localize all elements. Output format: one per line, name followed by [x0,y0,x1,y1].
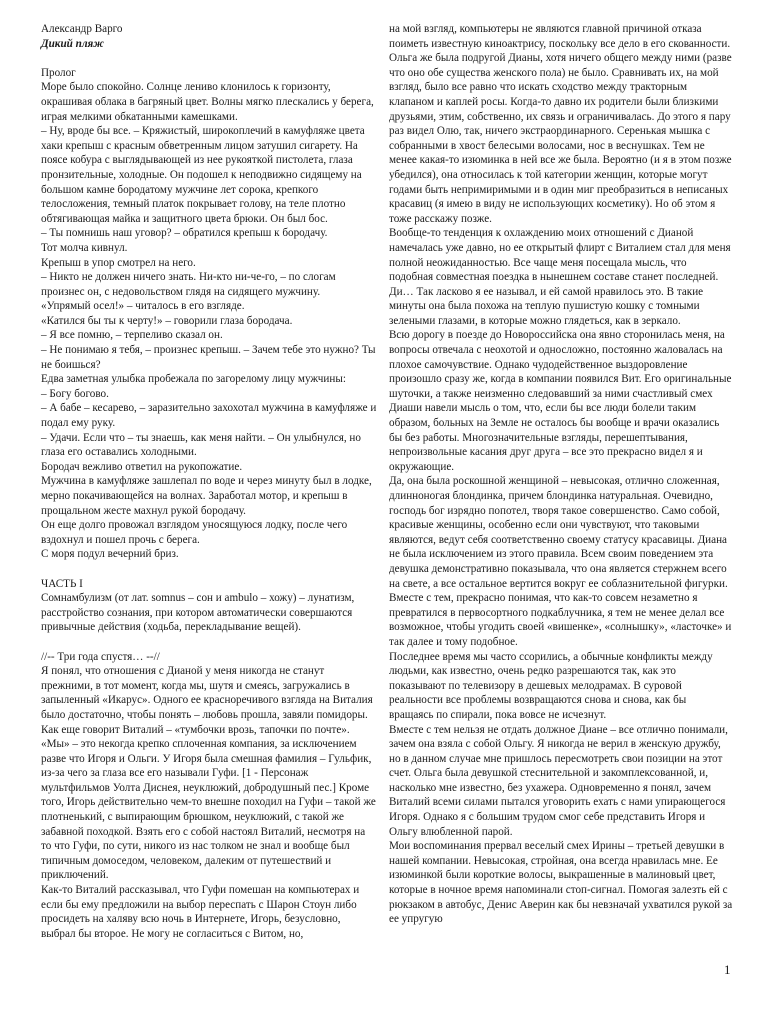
left-column [41,22,377,941]
paragraph: – Богу богово. [41,387,109,400]
right-column [389,22,733,927]
paragraph: ЧАСТЬ I [41,577,83,590]
paragraph: – Никто не должен ничего знать. Ни-кто ни-че-го, – по слогам произнес он, с недовольством глядя на сидящего мужчину. [41,271,336,298]
paragraph: «Упрямый осел!» – читалось в его взгляде. [41,300,245,313]
paragraph: «Мы» – это некогда крепко сплоченная компания, за исключением разве что Игоря и Ольги. У Игоря была смешная фамилия – Гульфик, из-за чего за глаза все его называли Гуфи. [1 - Персонаж мультфильмов Уолта Диснея, неуклюжий, добродушный пес.] Кроме того, Игорь действительно чем-то внешне походил на Гуфи – такой же плотненький, с выпирающим брюшком, неуклюжий, с такой же забавной походкой. Взять его с собой настоял Виталий, несмотря на то что Гуфи, по сути, никого из нас толком не знал и вообще был типичным домоседом, человеком, далеким от путешествий и приключений. [41,738,376,882]
paragraph: Всю дорогу в поезде до Новороссийска она явно сторонилась меня, на вопросы отвечала с неохотой и односложно, постоянно жаловалась на плохое самочувствие. Однако чудодейственное выздоровление произошло сразу же, когда в компании появился Вит. Его оригинальные шуточки, а также неизменно следовавший за ними счастливый смех Диаши навели мысль о том, что, если бы все люди болели таким образом, больных на Земле не осталось бы вообще и врачи оказались бы без работы. Многозначительные взгляды, перешептывания, непроизвольные касания друг друга – все это прекрасно видел я и окружающие. [389,329,732,473]
page-number: 1 [724,962,731,977]
paragraph: Я понял, что отношения с Дианой у меня никогда не станут прежними, в тот момент, когда мы, шутя и смеясь, загружались в запыленный «Икарус». Одного ее красноречивого взгляда на Виталия было достаточно, чтобы понять – любовь прошла, завяли помидоры. Как еще говорит Виталий – «тумбочки врозь, тапочки по почте». [41,665,373,736]
paragraph: Вообще-то тенденция к охлаждению моих отношений с Дианой намечалась уже давно, но ее открытый флирт с Виталием стал для меня полной неожиданностью. Все чаще меня посещала мысль, что подобная совместная поездка в нынешнем составе станет последней. [389,227,731,284]
paragraph: //-- Три года спустя… --// [41,650,160,663]
paragraph: Тот молча кивнул. [41,241,128,254]
paragraph: Крепыш в упор смотрел на него. [41,256,196,269]
paragraph: – Удачи. Если что – ты знаешь, как меня найти. – Он улыбнулся, но глаза его оставались холодными. [41,431,361,459]
paragraph: Ди… Так ласково я ее называл, и ей самой нравилось это. В такие минуты она была похожа на теплую пушистую кошку с томными зелеными глазами, в которые можно глядеться, как в зеркало. [389,285,704,327]
paragraph: на мой взгляд, компьютеры не являются главной причиной отказа поиметь известную киноактрису, поскольку все дело в его скованности. [389,23,731,50]
author-name: Александр Варго [41,23,123,35]
paragraph: – Я все помню, – терпеливо сказал он. [41,329,223,342]
paragraph: Да, она была роскошной женщиной – невысокая, отлично сложенная, длинноногая блондинка, причем блондинка натуральная. Очевидно, господь бог изрядно попотел, творя такое совершенство. Само собой, красивые женщины, особенно если они чувствуют, что таковыми являются, ведут себя соответственно своему статусу красавицы. Диана не была исключением из этого правила. Всем своим поведением эта девушка демонстративно показывала, что она является стержнем всего на свете, а все остальное вертится вокруг ее соблазнительной фигурки. Вместе с тем, прекрасно понимая, что как-то совсем незаметно я превратился в первосортного подкаблучника, я тем не менее делал все возможное, чтобы угодить своей «вишенке», «солнышку», «ласточке» и так далее и тому подобное. [389,475,732,648]
paragraph [41,562,377,577]
paragraph: – Ну, вроде бы все. – Кряжистый, широкоплечий в камуфляже цвета хаки крепыш с красным обветренным лицом затушил сигарету. На поясе кобура с выглядывающей из нее рукояткой пистолета, глаза пронзительные, холодные. Он подошел к неподвижно сидящему на большом камне бородатому мужчине лет сорока, крепкого телосложения, темный платок покрывает голову, на теле плотно обтягивающая майка и защитного цвета брюки. Он был бос. [41,125,365,225]
paragraph: – А бабе – кесарево, – заразительно захохотал мужчина в камуфляже и подал ему руку. [41,402,377,430]
paragraph: Сомнамбулизм (от лат. somnus – сон и ambulo – хожу) – лунатизм, расстройство сознания, при котором автоматически совершаются привычные действия (ходьба, перекладывание вещей). [41,592,355,634]
left-paragraphs [41,66,377,942]
paragraph: Бородач вежливо ответил на рукопожатие. [41,460,243,473]
paragraph: Ольга же была подругой Дианы, хотя ничего общего между ними (разве что оно обе существа женского пола) не было. Сравнивать их, на мой взгляд, было все равно что искать сходство между тракторным клапаном и каплей росы. Когда-то давно их родители были близкими друзьями, этим, собственно, их связь и ограничивалась. До этого я пару раз видел Олю, так, ничего экстраординарного. Серенькая мышка с собранными в хвост белесыми волосами, нос в веснушках. Тем не менее какая-то изюминка в ней все же была. Вероятно (и я в этом позже убедился), она относилась к той категории женщин, которые могут годами быть непримиримыми и в один миг преобразиться в неписаных красавиц (я имею в виду не использующих косметику). Но об этом я тоже расскажу позже. [389,52,732,225]
right-paragraphs [389,22,733,927]
book-title: Дикий пляж [41,37,104,50]
paragraph: «Катился бы ты к черту!» – говорили глаза бородача. [41,314,293,327]
paragraph: – Ты помнишь наш уговор? – обратился крепыш к бородачу. [41,227,328,240]
paragraph: Мои воспоминания прервал веселый смех Ирины – третьей девушки в нашей компании. Невысокая, стройная, она всегда нравилась мне. Ее изюминкой были короткие волосы, выкрашенные в малиновый цвет, которые в ночное время напоминали стоп-сигнал. Помогая залезть ей с рюкзаком в автобус, Денис Аверин как бы невзначай ухватился рукой за ее упругую [389,840,733,926]
paragraph: Пролог [41,66,76,79]
paragraph: Вместе с тем нельзя не отдать должное Диане – все отлично понимали, зачем она взяла с собой Ольгу. Я никогда не верил в женскую дружбу, но в данном случае мне пришлось пересмотреть свои позиции на этот счет. Ольга была девушкой стеснительной и закомплексованной, и, насколько мне известно, без ухажера. Одновременно я понял, зачем Виталий всеми силами пытался уговорить ехать с нами упирающегося Игоря. Однако я с большим трудом смог себе представить Игоря и Ольгу влюбленной парой. [389,723,728,838]
paragraph: Как-то Виталий рассказывал, что Гуфи помешан на компьютерах и если бы ему предложили на выбор переспать с Шарон Стоун либо просидеть на халяву всю ночь в Интернете, Игорь, безусловно, выбрал бы второе. Не могу не согласиться с Витом, но, [41,884,360,940]
paragraph: Море было спокойно. Солнце лениво клонилось к горизонту, окрашивая облака в багряный цвет. Волны мягко плескались у берега, играя мелкими обкатанными камешками. [41,81,374,123]
paragraph: Едва заметная улыбка пробежала по загорелому лицу мужчины: [41,373,346,386]
title-spacer [41,51,377,66]
paragraph: С моря подул вечерний бриз. [41,548,179,561]
paragraph: – Не понимаю я тебя, – произнес крепыш. – Зачем тебе это нужно? Ты не боишься? [41,344,376,371]
paragraph [41,635,377,650]
paragraph: Он еще долго провожал взглядом уносящуюся лодку, после чего вздохнул и пошел прочь с берега. [41,519,348,546]
paragraph: Мужчина в камуфляже зашлепал по воде и через минуту был в лодке, мерно покачивающейся на волнах. Заработал мотор, и крепыш в прощальном жесте махнул рукой бородачу. [41,475,372,517]
paragraph: Последнее время мы часто ссорились, а обычные конфликты между людьми, как известно, очень редко разрешаются так, как это показывают по телевизору в дешевых мелодрамах. В суровой реальности все проблемы возвращаются снова и снова, как бы вращаясь по спирали, пока вовсе не исчезнут. [389,650,713,721]
